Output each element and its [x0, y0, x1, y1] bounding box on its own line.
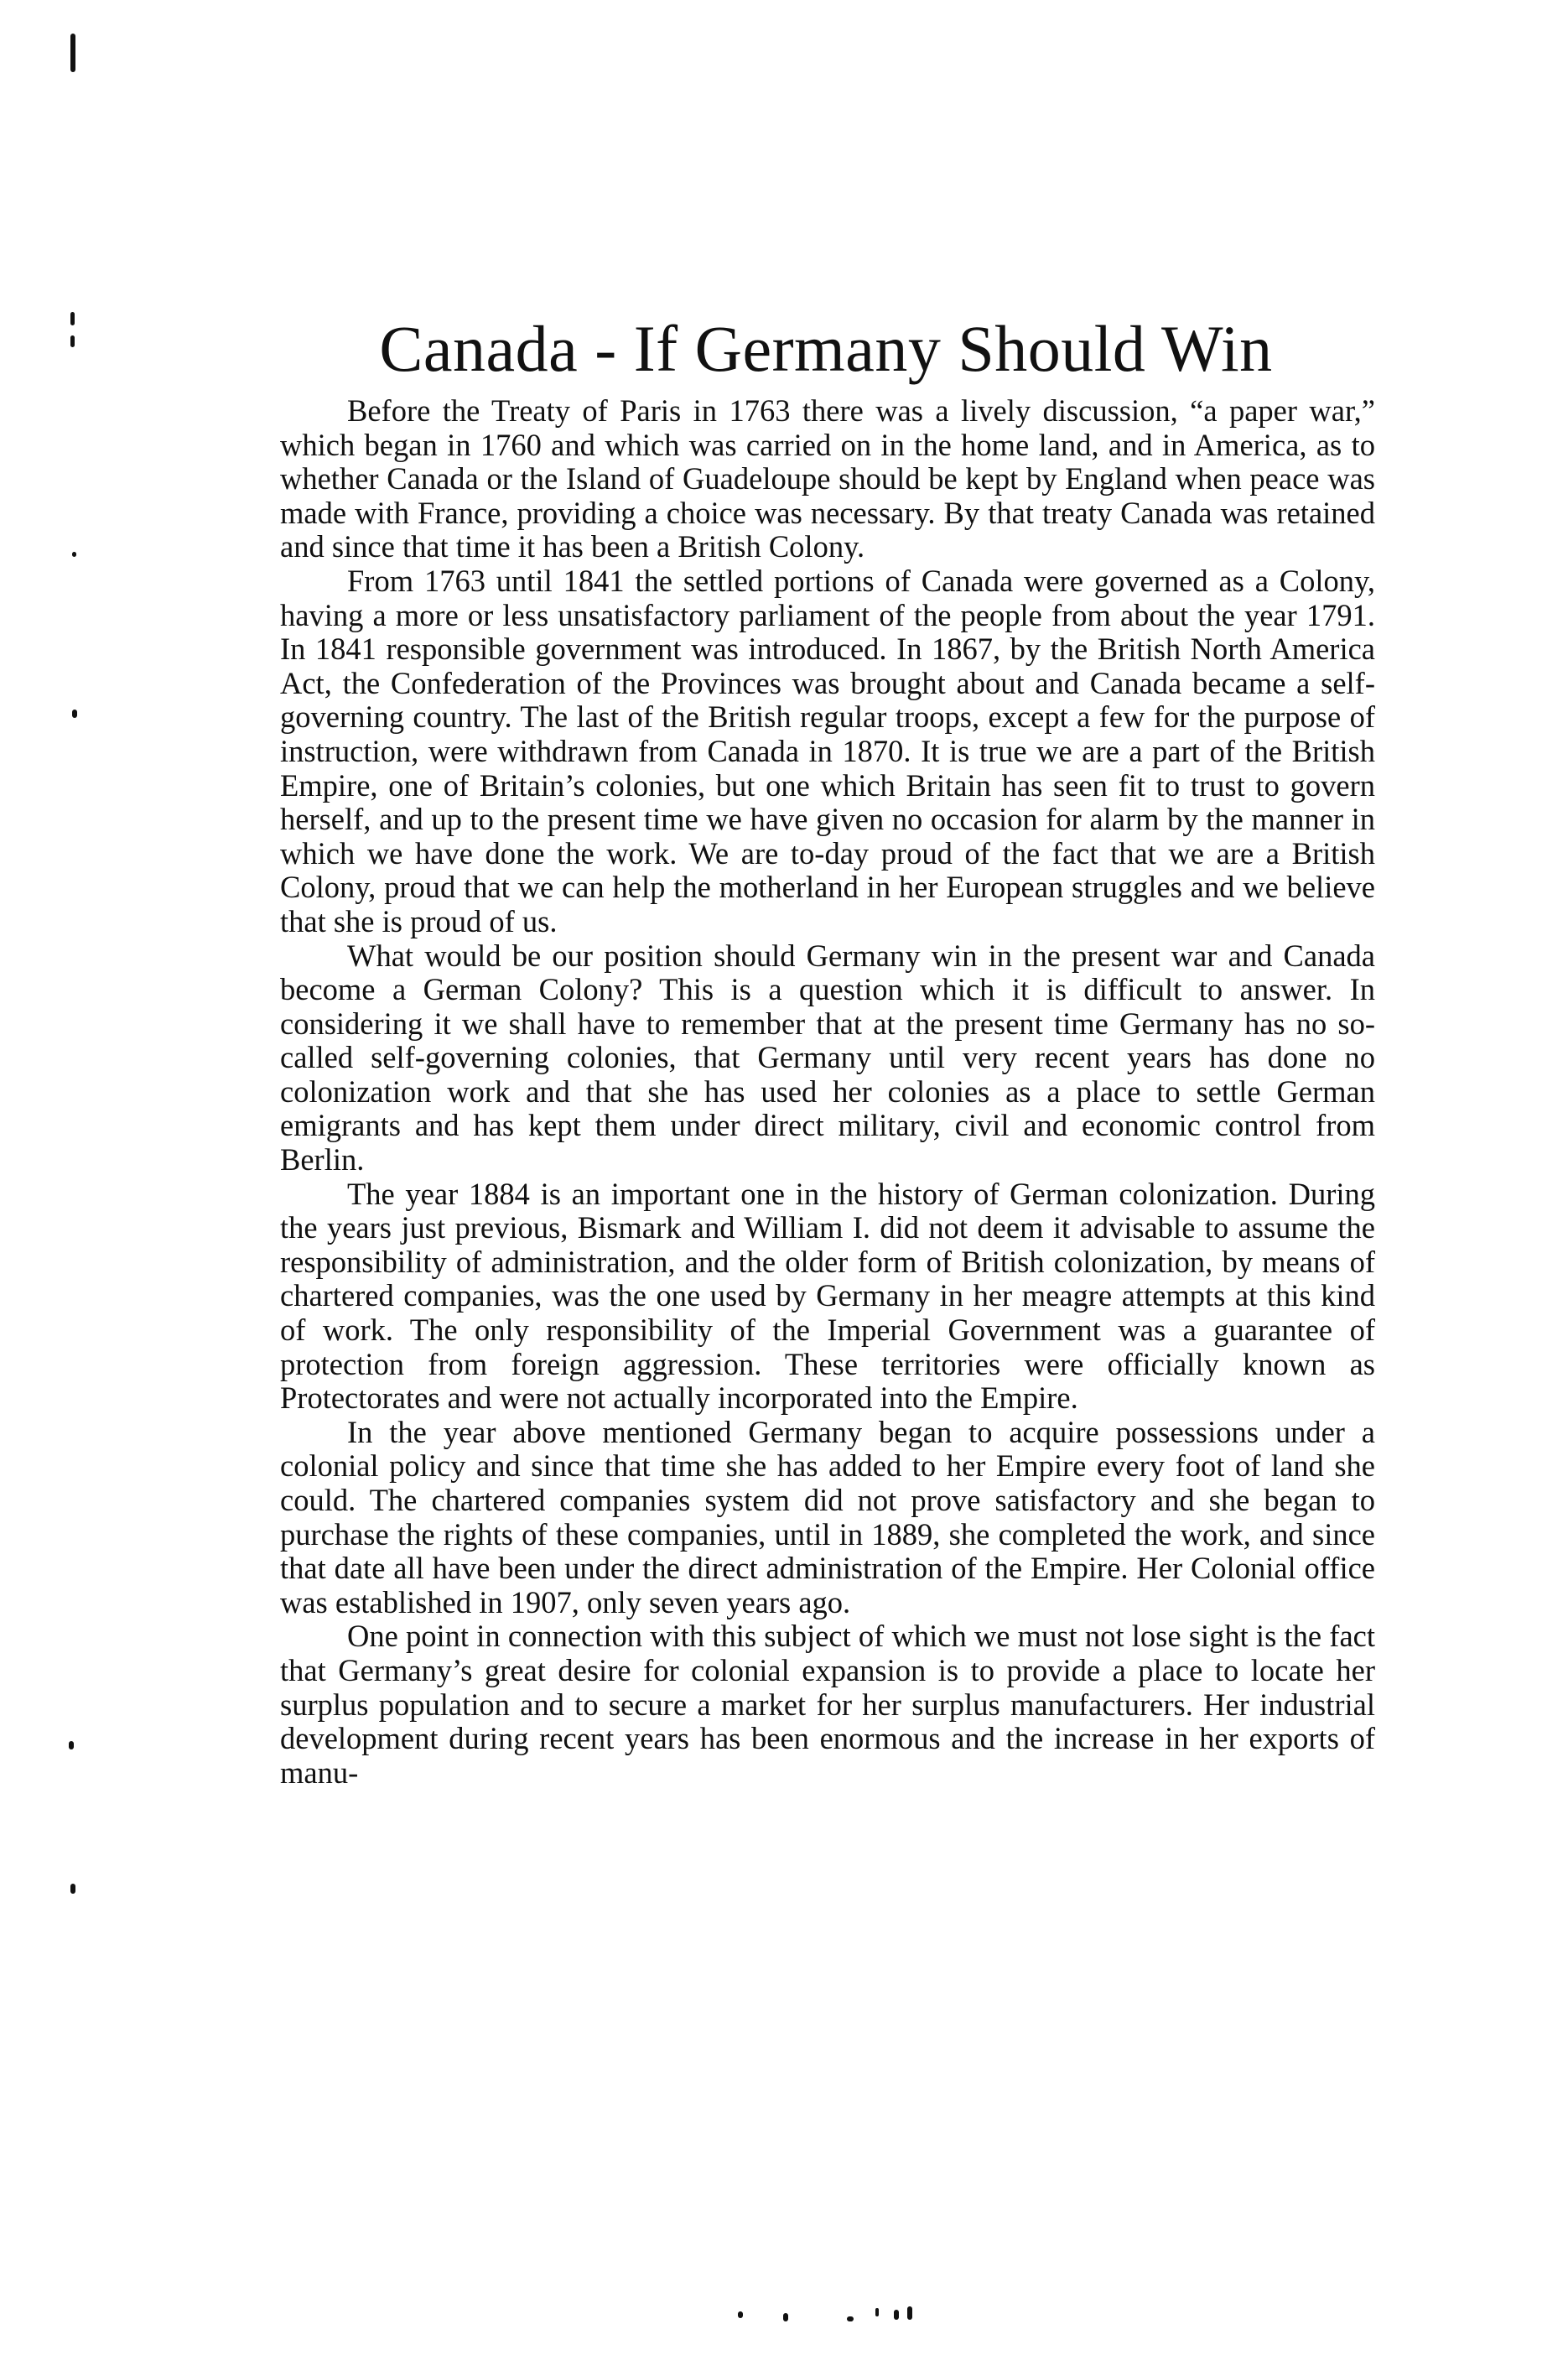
paragraph: The year 1884 is an important one in the history of German colonization. During the years just previous, Bismark and William I. did not deem it advisable to assume the responsibility of administration, and the older form of British colonization, by means of chartered companies, was the one used by Germany in her meagre attempts at this kind of work. The only responsibility of the Imperial Government was a guarantee of protection from foreign aggression. These territories were officially known as Protectorates and were not actually incorporated into the Empire. [280, 1176, 1375, 1416]
scan-speck [894, 2310, 899, 2320]
scan-speck [70, 1884, 75, 1894]
scan-speck [875, 2308, 879, 2316]
footer-scan-marks [721, 2305, 973, 2330]
paragraph: Before the Treaty of Paris in 1763 there was a lively discussion, “a paper war,” which began in 1760 and which was carried on in the home land, and in America, as to whether Canada or the Island of Guadeloupe should be kept by England when peace was made with France, providing a choice was necessary. By that treaty Canada was retained and since that time it has been a British Colony. [280, 393, 1375, 564]
scan-speck [70, 34, 75, 72]
body-text [280, 394, 1375, 1790]
scan-speck [69, 1741, 74, 1749]
paragraph: What would be our position should Germany win in the present war and Canada become a German Colony? This is a question which it is difficult to answer. In considering it we shall have to remember that at the present time Germany has no so-called self-governing colonies, that Germany until very recent years has done no colonization work and that she has used her colonies as a place to settle German emigrants and has kept them under direct military, civil and economic control from Berlin. [280, 938, 1375, 1178]
paragraph: One point in connection with this subject of which we must not lose sight is the fact that Germany’s great desire for colonial expansion is to provide a place to locate her surplus population and to secure a market for her surplus manufacturers. Her industrial development during recent years has been enormous and the increase in her exports of manu- [280, 1619, 1375, 1790]
scan-speck [907, 2306, 912, 2320]
scan-speck [738, 2311, 743, 2318]
page-title: Canada - If Germany Should Win [379, 312, 1273, 385]
scan-speck [70, 312, 75, 325]
scan-speck [72, 710, 77, 718]
scan-speck [70, 335, 75, 347]
paragraph: From 1763 until 1841 the settled portions of Canada were governed as a Colony, having a more or less unsatisfactory parliament of the people from about the year 1791. In 1841 responsible government was introduced. In 1867, by the British North America Act, the Confederation of the Provinces was brought about and Canada became a self-governing country. The last of the British regular troops, except a few for the purpose of instruction, were withdrawn from Canada in 1870. It is true we are a part of the British Empire, one of Britain’s colonies, but one which Britain has seen fit to trust to govern herself, and up to the present time we have given no occasion for alarm by the manner in which we have done the work. We are to-day proud of the fact that we are a British Colony, proud that we can help the motherland in her European struggles and we believe that she is proud of us. [280, 563, 1375, 938]
paragraph: In the year above mentioned Germany began to acquire possessions under a colonial policy and since that time she has added to her Empire every foot of land she could. The chartered companies system did not prove satisfactory and she began to purchase the rights of these companies, until in 1889, she completed the work, and since that date all have been under the direct administration of the Empire. Her Colonial office was established in 1907, only seven years ago. [280, 1414, 1375, 1619]
scan-speck [783, 2313, 788, 2321]
scan-speck [72, 552, 76, 557]
scan-speck [847, 2316, 854, 2321]
